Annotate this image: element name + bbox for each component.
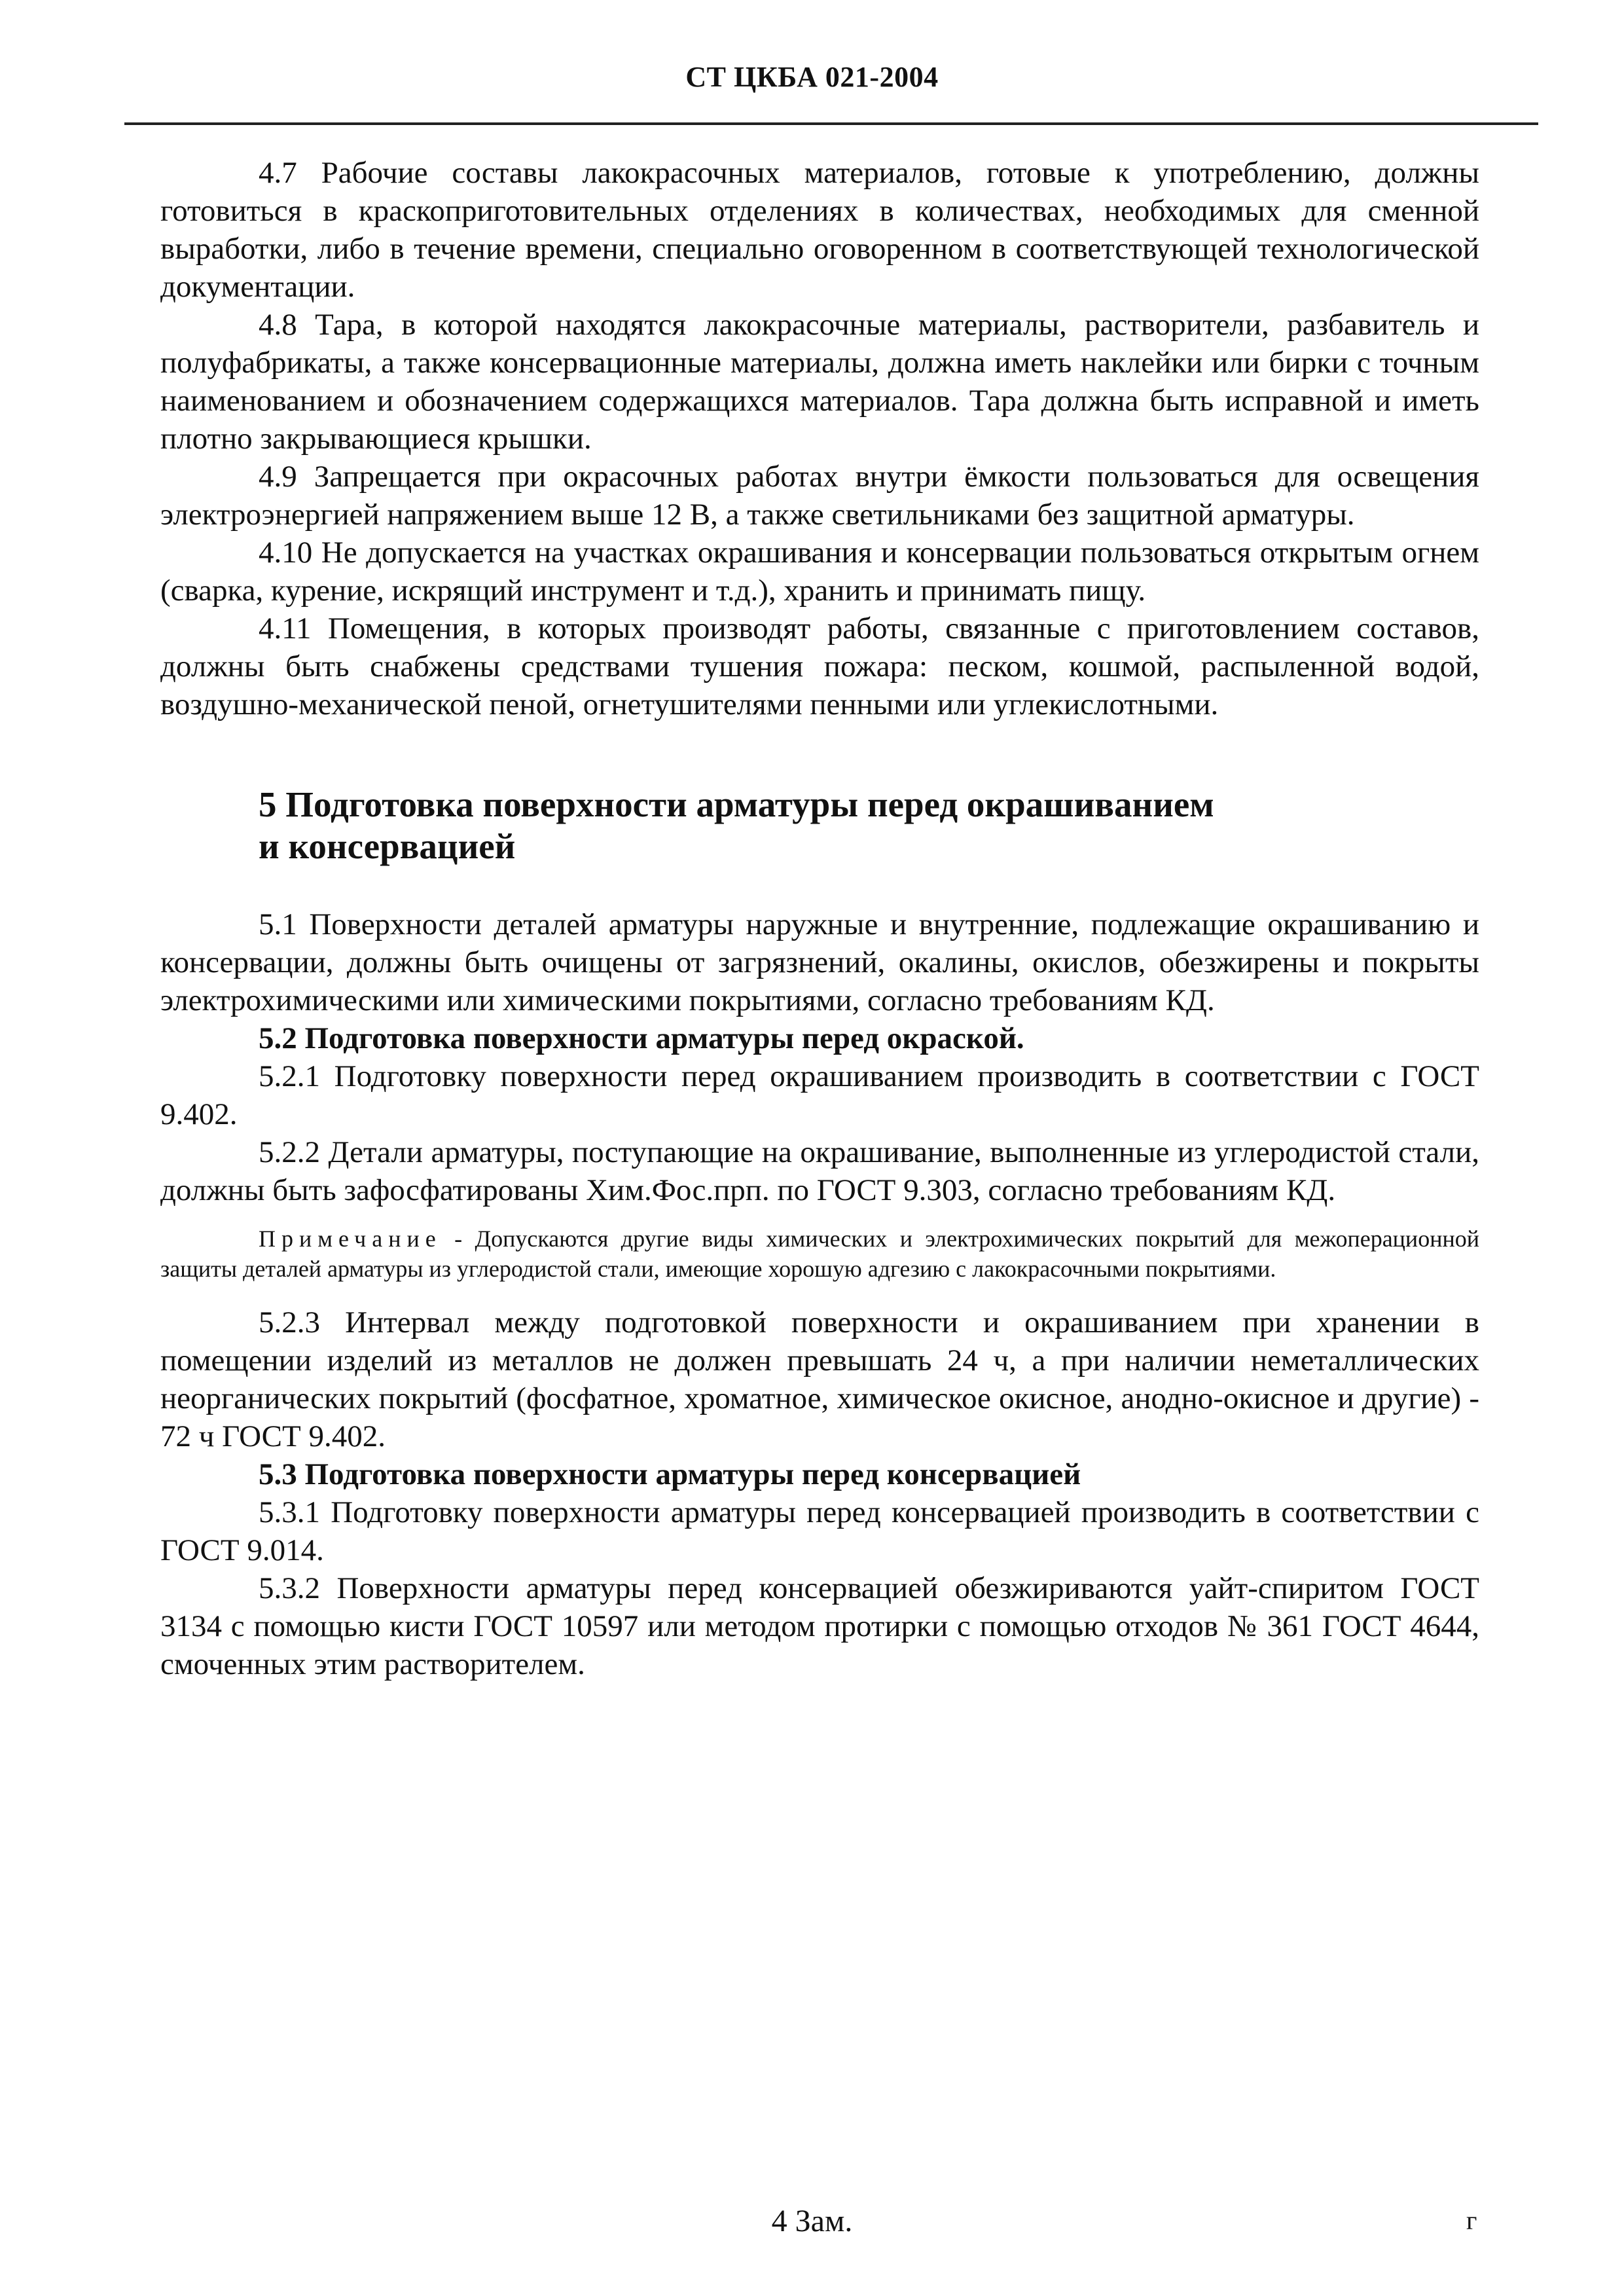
paragraph-4-7: 4.7 Рабочие составы лакокрасочных материалов, готовые к употреблению, должны готовиться в краскоприготовительных отделениях в количествах, необходимых для сменной выработки, либо в течение времени, специально оговоренном в соответствующей технологической документации. (160, 156, 1479, 304)
header-divider (124, 122, 1538, 125)
note-text: - Допускаются другие виды химических и электрохимических покрытий для межоперационной защиты деталей арматуры из углеродистой стали, имеющие хорошую адгезию с лакокрасочными покрытиями. (160, 1226, 1479, 1282)
subheading-5-2: 5.2 Подготовка поверхности арматуры перед окраской. (259, 1021, 1024, 1055)
paragraph-4-10: 4.10 Не допускается на участках окрашивания и консервации пользоваться открытым огнем (сварка, курение, искрящий инструмент и т.д.), хранить и принимать пищу. (160, 536, 1479, 608)
paragraph-5-1: 5.1 Поверхности деталей арматуры наружные и внутренние, подлежащие окрашиванию и консервации, должны быть очищены от загрязнений, окалины, окислов, обезжирены и покрыты электрохимическими или химическими покрытиями, согласно требованиям КД. (160, 907, 1479, 1017)
page-number: 4 Зам. (771, 2204, 853, 2238)
section-5-title (160, 784, 1479, 867)
paragraph-5-2-1: 5.2.1 Подготовку поверхности перед окрашиванием производить в соответствии с ГОСТ 9.402. (160, 1059, 1479, 1131)
subheading-5-3: 5.3 Подготовка поверхности арматуры перед консервацией (259, 1457, 1081, 1491)
note-block (160, 1224, 1479, 1284)
corner-mark: г (1466, 2206, 1477, 2235)
section-5-title-line-1: 5 Подготовка поверхности арматуры перед окрашиванием (259, 784, 1214, 824)
paragraph-4-8: 4.8 Тара, в которой находятся лакокрасочные материалы, растворители, разбавитель и полуфабрикаты, а также консервационные материалы, должна иметь наклейки или бирки с точным наименованием и обозначением содержащихся материалов. Тара должна быть исправной и иметь плотно закрывающиеся крышки. (160, 308, 1479, 456)
paragraph-5-3-2: 5.3.2 Поверхности арматуры перед консервацией обезжириваются уайт-спиритом ГОСТ 3134 с помощью кисти ГОСТ 10597 или методом протирки с помощью отходов № 361 ГОСТ 4644, смоченных этим растворителем. (160, 1571, 1479, 1681)
paragraph-4-9: 4.9 Запрещается при окрасочных работах внутри ёмкости пользоваться для освещения электроэнергией напряжением выше 12 В, а также светильниками без защитной арматуры. (160, 460, 1479, 532)
paragraph-5-2-2: 5.2.2 Детали арматуры, поступающие на окрашивание, выполненные из углеродистой стали, должны быть зафосфатированы Хим.Фос.прп. по ГОСТ 9.303, согласно требованиям КД. (160, 1135, 1479, 1207)
paragraph-4-11: 4.11 Помещения, в которых производят работы, связанные с приготовлением составов, должны быть снабжены средствами тушения пожара: песком, кошмой, распыленной водой, воздушно-механической пеной, огнетушителями пенными или углекислотными. (160, 611, 1479, 721)
note-label: Примечание (259, 1226, 442, 1252)
section-5-title-line-2: и консервацией (259, 826, 516, 866)
document-body (160, 154, 1479, 1683)
paragraph-5-3-1: 5.3.1 Подготовку поверхности арматуры перед консервацией производить в соответствии с ГОСТ 9.014. (160, 1495, 1479, 1567)
paragraph-5-2-3: 5.2.3 Интервал между подготовкой поверхности и окрашиванием при хранении в помещении изделий из металлов не должен превышать 24 ч, а при наличии неметаллических неорганических покрытий (фосфатное, хроматное, химическое окисное, анодно-окисное и другие) - 72 ч ГОСТ 9.402. (160, 1305, 1479, 1453)
document-code-header: СТ ЦКБА 021-2004 (685, 61, 939, 93)
